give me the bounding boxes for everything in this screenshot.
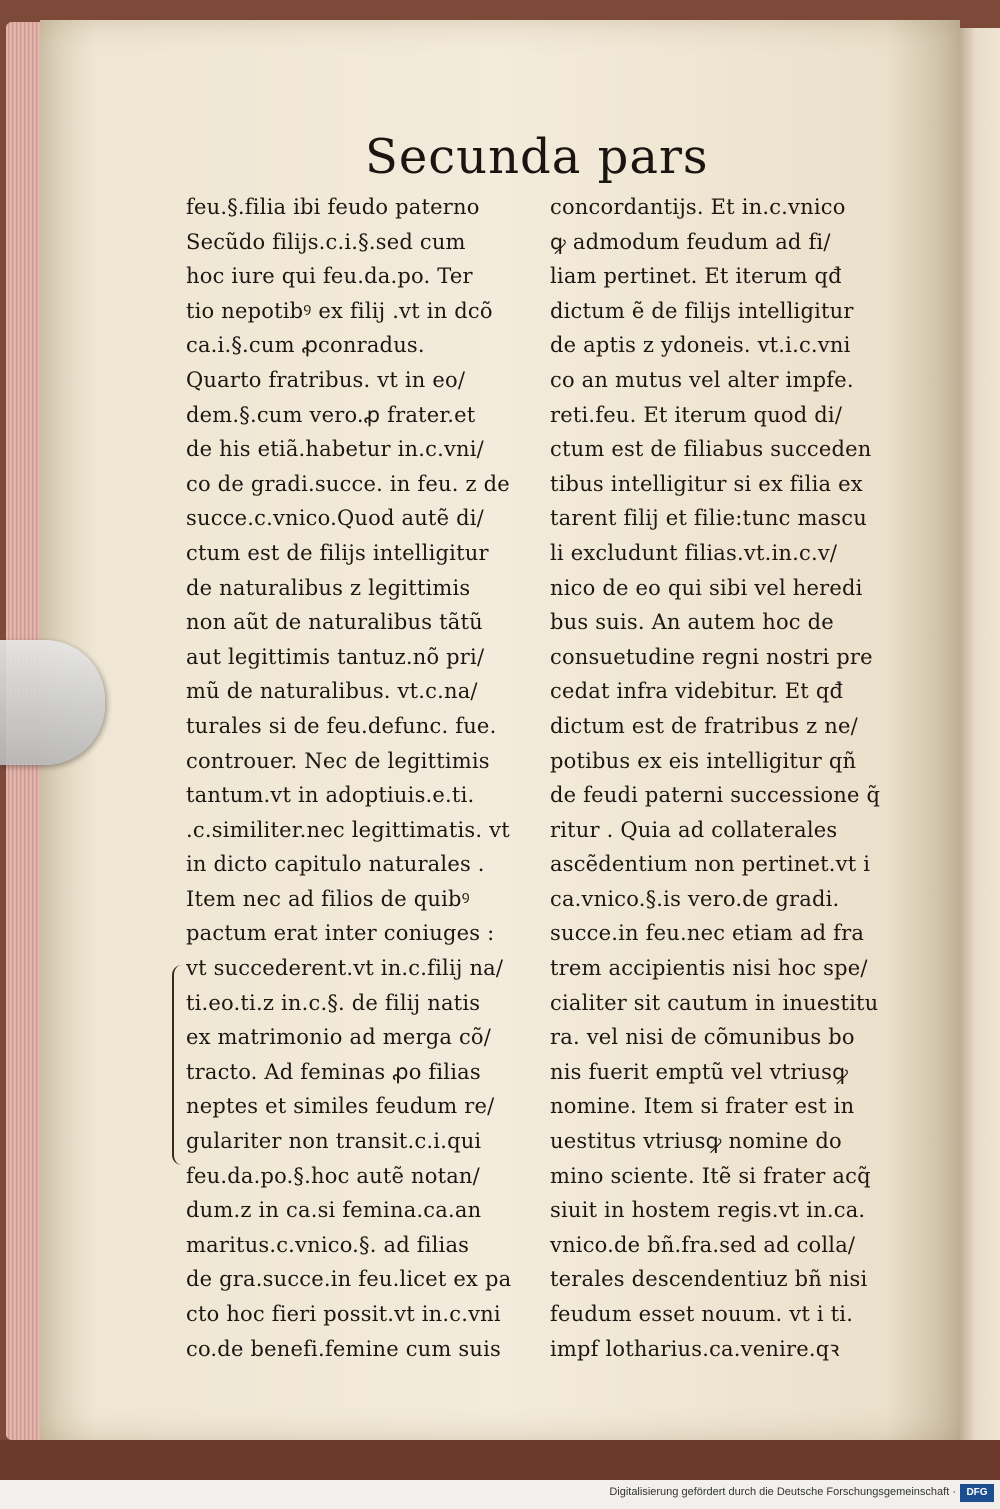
text-line: consuetudine regni nostri pre bbox=[550, 644, 873, 669]
text-line: co de gradi.succe. in feu. z de bbox=[186, 471, 510, 496]
text-line: tracto. Ad feminas ꝓo filias bbox=[186, 1059, 481, 1084]
text-line: tio nepotibꝰ ex filij .vt in dcõ bbox=[186, 298, 493, 323]
text-line: maritus.c.vnico.§. ad filias bbox=[186, 1232, 470, 1257]
text-line: mino sciente. Itẽ si frater acq̃ bbox=[550, 1163, 871, 1188]
digitization-footer bbox=[0, 1480, 1000, 1509]
text-line: liam pertinet. Et iterum qđ bbox=[550, 264, 842, 289]
text-line: gulariter non transit.c.i.qui bbox=[186, 1129, 482, 1154]
right-text-column bbox=[550, 190, 920, 1366]
text-line: in dicto capitulo naturales . bbox=[186, 852, 485, 877]
text-line: ascẽdentium non pertinet.vt i bbox=[550, 852, 871, 877]
text-line: ꝙ admodum feudum ad fi/ bbox=[550, 229, 831, 254]
page-heading: Secunda pars bbox=[365, 129, 709, 185]
text-line: tibus intelligitur si ex filia ex bbox=[550, 471, 863, 496]
text-line: dictum est de fratribus z ne/ bbox=[550, 713, 858, 738]
text-line: concordantijs. Et in.c.vnico bbox=[550, 195, 846, 219]
text-line: co.de benefi.femine cum suis bbox=[186, 1336, 501, 1361]
text-line: ca.vnico.§.is vero.de gradi. bbox=[550, 886, 840, 911]
text-line: impf lotharius.ca.venire.qꝛ bbox=[550, 1336, 840, 1361]
footer-credit-text: Digitalisierung gefördert durch die Deutsche Forschungsgemeinschaft · bbox=[609, 1486, 956, 1498]
text-line: feu.§.filia ibi feudo paterno bbox=[186, 195, 480, 219]
text-line: nis fuerit emptũ vel vtriusꝙ bbox=[550, 1059, 849, 1084]
text-line: tantum.vt in adoptiuis.e.ti. bbox=[186, 783, 475, 808]
text-line: de his etiã.habetur in.c.vni/ bbox=[186, 437, 484, 462]
text-line: reti.feu. Et iterum quod di/ bbox=[550, 402, 843, 427]
text-line: turales si de feu.defunc. fue. bbox=[186, 713, 497, 738]
text-line: de feudi paterni successione q̃ bbox=[550, 783, 881, 808]
text-line: controuer. Nec de legittimis bbox=[186, 748, 490, 773]
text-line: neptes et similes feudum re/ bbox=[186, 1094, 495, 1119]
text-line: bus suis. An autem hoc de bbox=[550, 610, 834, 635]
text-line: ctum est de filiabus succeden bbox=[550, 437, 872, 462]
text-line: tarent filij et filie:tunc mascu bbox=[550, 506, 867, 531]
text-line: dem.§.cum vero.ꝓ frater.et bbox=[186, 402, 476, 427]
left-text-column bbox=[186, 190, 556, 1366]
text-line: cedat infra videbitur. Et qđ bbox=[550, 679, 844, 704]
text-line: vnico.de bñ.fra.sed ad colla/ bbox=[550, 1232, 856, 1257]
book-cover-bottom-edge bbox=[0, 1440, 1000, 1480]
text-line: de gra.succe.in feu.licet ex pa bbox=[186, 1267, 512, 1292]
dfg-logo: DFG bbox=[960, 1484, 994, 1502]
right-page-edges bbox=[958, 28, 1000, 1440]
text-line: de aptis z ydoneis. vt.i.c.vni bbox=[550, 333, 851, 358]
text-line: Quarto fratribus. vt in eo/ bbox=[186, 367, 466, 392]
text-line: succe.in feu.nec etiam ad fra bbox=[550, 921, 865, 946]
text-line: trem accipientis nisi hoc spe/ bbox=[550, 956, 868, 981]
text-line: co an mutus vel alter impfe. bbox=[550, 367, 854, 392]
text-line: feu.da.po.§.hoc autẽ notan/ bbox=[186, 1163, 480, 1188]
text-line: ca.i.§.cum ꝓconradus. bbox=[186, 333, 425, 358]
text-line: aut legittimis tantuz.nõ pri/ bbox=[186, 644, 485, 669]
text-line: ex matrimonio ad merga cõ/ bbox=[186, 1025, 492, 1050]
text-line: ti.eo.ti.z in.c.§. de filij natis bbox=[186, 990, 481, 1015]
text-line: Secũdo filijs.c.i.§.sed cum bbox=[186, 229, 466, 254]
text-line: ra. vel nisi de cõmunibus bo bbox=[550, 1025, 855, 1050]
text-line: succe.c.vnico.Quod autẽ di/ bbox=[186, 506, 484, 531]
text-line: Item nec ad filios de quibꝰ bbox=[186, 886, 470, 911]
text-line: feudum esset nouum. vt i ti. bbox=[550, 1302, 854, 1326]
text-line: uestitus vtriusꝙ nomine do bbox=[550, 1129, 842, 1154]
text-line: vt succederent.vt in.c.filij na/ bbox=[186, 956, 504, 981]
text-line: cto hoc fieri possit.vt in.c.vni bbox=[186, 1302, 501, 1326]
text-line: mũ de naturalibus. vt.c.na/ bbox=[186, 679, 478, 704]
text-line: dictum ẽ de filijs intelligitur bbox=[550, 298, 854, 323]
text-line: pactum erat inter coniuges : bbox=[186, 921, 495, 946]
text-line: li excludunt filias.vt.in.c.v/ bbox=[550, 540, 838, 565]
margin-bracket-annotation bbox=[172, 965, 194, 1165]
text-line: ritur . Quia ad collaterales bbox=[550, 817, 838, 842]
text-line: cialiter sit cautum in inuestitu bbox=[550, 990, 879, 1015]
text-line: .c.similiter.nec legittimatis. vt bbox=[186, 817, 510, 842]
text-line: ctum est de filijs intelligitur bbox=[186, 540, 489, 565]
text-line: nico de eo qui sibi vel heredi bbox=[550, 575, 863, 600]
text-line: de naturalibus z legittimis bbox=[186, 575, 471, 600]
text-line: non aũt de naturalibus tãtũ bbox=[186, 610, 483, 635]
text-line: siuit in hostem regis.vt in.ca. bbox=[550, 1198, 866, 1223]
text-line: hoc iure qui feu.da.po. Ter bbox=[186, 264, 473, 289]
text-line: terales descendentiuz bñ nisi bbox=[550, 1267, 868, 1292]
text-line: dum.z in ca.si femina.ca.an bbox=[186, 1198, 482, 1223]
text-line: nomine. Item si frater est in bbox=[550, 1094, 855, 1119]
text-line: potibus ex eis intelligitur qñ bbox=[550, 748, 857, 773]
